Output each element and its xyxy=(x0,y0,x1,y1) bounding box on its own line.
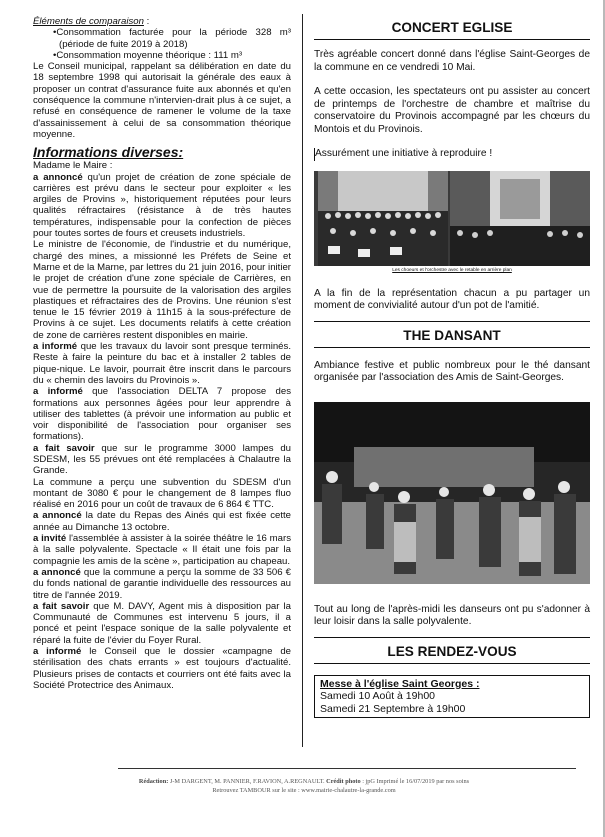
info-item xyxy=(33,239,291,341)
credit-label: Crédit photo xyxy=(324,778,361,785)
redaction-text: J-M DARGENT, M. PANNIER, F.RAVION, A.REGNAULT. xyxy=(168,778,325,785)
dansant-photo xyxy=(314,402,590,584)
bullet-consumption-average: •Consommation moyenne théorique : 111 m³ xyxy=(53,49,243,61)
concert-photo-caption: Les choeurs et l'orchestre avec le retable en arrière plan xyxy=(392,267,512,273)
info-item-text: que M. DAVY, Agent mis à disposition par la Communauté de Communes est intervenu 5 jours, il a poncé et peint l'espace sonique de la salle polyvalente et réparé la fuite de l'évier du Foyer Rural. xyxy=(33,600,291,646)
rdv-date-1: Samedi 10 Août à 19h00 xyxy=(320,690,436,702)
info-item-lead: a annoncé xyxy=(33,566,81,578)
concert-photo-right-image xyxy=(450,171,590,266)
info-title: Informations diverses: xyxy=(33,144,184,161)
info-item-lead: a fait savoir xyxy=(33,442,95,454)
info-item-text: que la commune a perçu la somme de 33 506 € du fonds national de garantie individuelle des ressources au titre de l'année 2019. xyxy=(33,566,291,601)
right-column xyxy=(314,14,590,718)
info-item-lead: a fait savoir xyxy=(33,600,90,612)
conseil-paragraph: Le Conseil municipal, rappelant sa délibération en date du 18 septembre 1998 qui autorisait la générale des eaux à proposer un contrat d'assurance fuite aux abonnés et qu'en conséquence la commune n'intervien-drait plus à ce sujet, a refusé en conséquence de ramener le volume de la taxe d'assainissement à celui de sa consommation théorique moyenne. xyxy=(33,61,291,140)
concert-paragraph-2: A cette occasion, les spectateurs ont pu assister au concert de printemps de l'orchestre de chambre et maîtrise du conservatoire du Provinois accompagné par les chœurs du Montois et du Provinois. xyxy=(314,86,590,135)
comparison-title: Éléments de comparaison xyxy=(33,16,144,27)
redaction-label: Rédaction: xyxy=(138,778,169,785)
info-item xyxy=(33,567,291,601)
concert-photo-left xyxy=(318,171,448,266)
info-item-text: La commune a perçu une subvention du SDESM d'un montant de 3080 € pour le changement de 8 lampes fluo réalisé en 2016 pour un coût de travaux de 6 864 € TTC. xyxy=(33,476,291,511)
info-item-lead: a informé xyxy=(33,341,78,353)
info-item xyxy=(33,646,291,691)
footer-line-1 xyxy=(114,777,494,786)
maire-label: Madame le Maire : xyxy=(33,160,113,172)
info-item xyxy=(33,386,291,442)
comparison-colon: : xyxy=(143,16,150,27)
info-item-text: le Conseil que le dossier «campagne de stérilisation des chats errants » est toujours d'actualité. Plusieurs prises de contacts et courriers ont été faits avec la Société Protectrice des Animaux. xyxy=(33,646,291,691)
info-item-text: que sur le programme 3000 lampes du SDESM, les 55 prévues ont été remplacées à Chalautre la Grande. xyxy=(33,442,292,477)
info-item xyxy=(33,341,291,386)
info-item-lead: a informé xyxy=(33,386,83,398)
info-item-lead: a annoncé xyxy=(33,171,83,183)
info-item xyxy=(33,443,291,477)
concert-photo xyxy=(314,171,590,266)
rdv-box xyxy=(314,675,590,719)
left-column xyxy=(33,16,291,691)
info-items xyxy=(33,172,291,692)
info-item xyxy=(33,172,291,240)
info-item-text: que l'association DELTA 7 propose des formations aux personnes âgées pour leur apprendre à utiliser des tablettes (à prévoir une information au public et voir disponibilité de l'association pour organiser ses formations). xyxy=(33,386,291,443)
footer-divider xyxy=(118,768,576,769)
info-item-text: Le ministre de l'économie, de l'industrie et du numérique, chargé des mines, a missionné les Préfets de Seine et Marne et de la Marne, par lettres du 21 juin 2016, pour initier le projet de création d'une zone spéciale de Carrières, en vue de permettre la poursuite de la valorisation des argiles plastiques et réfractaires des de Provins. Une réunion s'est tenue le 15 février 2019 à 11h15 à la sous-préfecture de Provins à ce sujet. Les documents relatifs à cette création de zone de carrières restent disponibles en mairie. xyxy=(33,239,291,341)
comparison-heading xyxy=(33,16,291,27)
info-item-lead: a annoncé xyxy=(33,510,82,522)
concert-title: CONCERT EGLISE xyxy=(314,14,590,40)
credit-text: : jpG Imprimé le 16/07/2019 par nos soins xyxy=(360,778,470,785)
info-item xyxy=(33,477,291,511)
dansant-paragraph-2: Tout au long de l'après-midi les danseurs ont pu s'adonner à leur loisir dans la salle polyvalente. xyxy=(314,603,590,627)
info-item xyxy=(33,533,291,567)
info-item-text: la date du Repas des Ainés qui est fixée cette année au Dimanche 13 octobre. xyxy=(33,510,291,533)
info-item-lead: a invité xyxy=(33,533,67,545)
column-divider xyxy=(302,14,303,747)
footer xyxy=(114,777,494,795)
dansant-photo-image xyxy=(314,402,590,584)
info-item-text: que les travaux du lavoir sont presque terminés. Reste à faire la peinture du bac et à installer 2 tables de pique-nique. Le lavoir, pourrait être inscrit dans le parcours du « chemin des lavoirs du Provinois ». xyxy=(33,341,291,386)
rdv-date-2: Samedi 21 Septembre à 19h00 xyxy=(320,702,466,715)
concert-paragraph-3: Assurément une initiative à reproduire ! xyxy=(314,148,590,161)
footer-line-2: Retrouvez TAMBOUR sur le site : www.mairie-chalautre-la-grande.com xyxy=(212,787,396,794)
bullet-consumption-billed: •Consommation facturée pour la période 328 m³ (période de fuite 2019 à 2018) xyxy=(53,27,291,50)
concert-paragraph-1: Très agréable concert donné dans l'église Saint-Georges de la commune en ce vendredi 10 Mai. xyxy=(314,49,590,73)
concert-photo-left-image xyxy=(318,171,448,266)
comparison-bullets xyxy=(53,27,291,61)
rdv-box-title: Messe à l'église Saint Georges : xyxy=(320,677,480,690)
info-item xyxy=(33,510,291,533)
info-item-text: qu'un projet de création de zone spéciale de carrières est prévu dans le secteur pour exploiter « les argiles de Provins », historiquement réputées pour leurs qualités réfractaires (résistance à de très hautes températures, indispensable pour la confection de pièces pour toutes sortes de fours et creusets industriels. xyxy=(33,171,291,240)
concert-paragraph-4: A la fin de la représentation chacun a pu partager un moment de convivialité autour d'un pot de l'amitié. xyxy=(314,287,590,311)
info-item xyxy=(33,601,291,646)
concert-photo-right xyxy=(450,171,590,266)
info-item-text: l'assemblée à assister à la soirée théâtre le 16 mars à la salle polyvalente. Spectacle « Il était une fois par la compagnie les amis de la scène », participation au chapeau. xyxy=(33,533,291,567)
dansant-paragraph-1: Ambiance festive et public nombreux pour le thé dansant organisée par l'association des Amis de Saint-Georges. xyxy=(314,359,590,383)
dansant-title: THE DANSANT xyxy=(314,321,590,348)
info-item-lead: a informé xyxy=(33,646,82,658)
rdv-title: LES RENDEZ-VOUS xyxy=(314,637,590,664)
